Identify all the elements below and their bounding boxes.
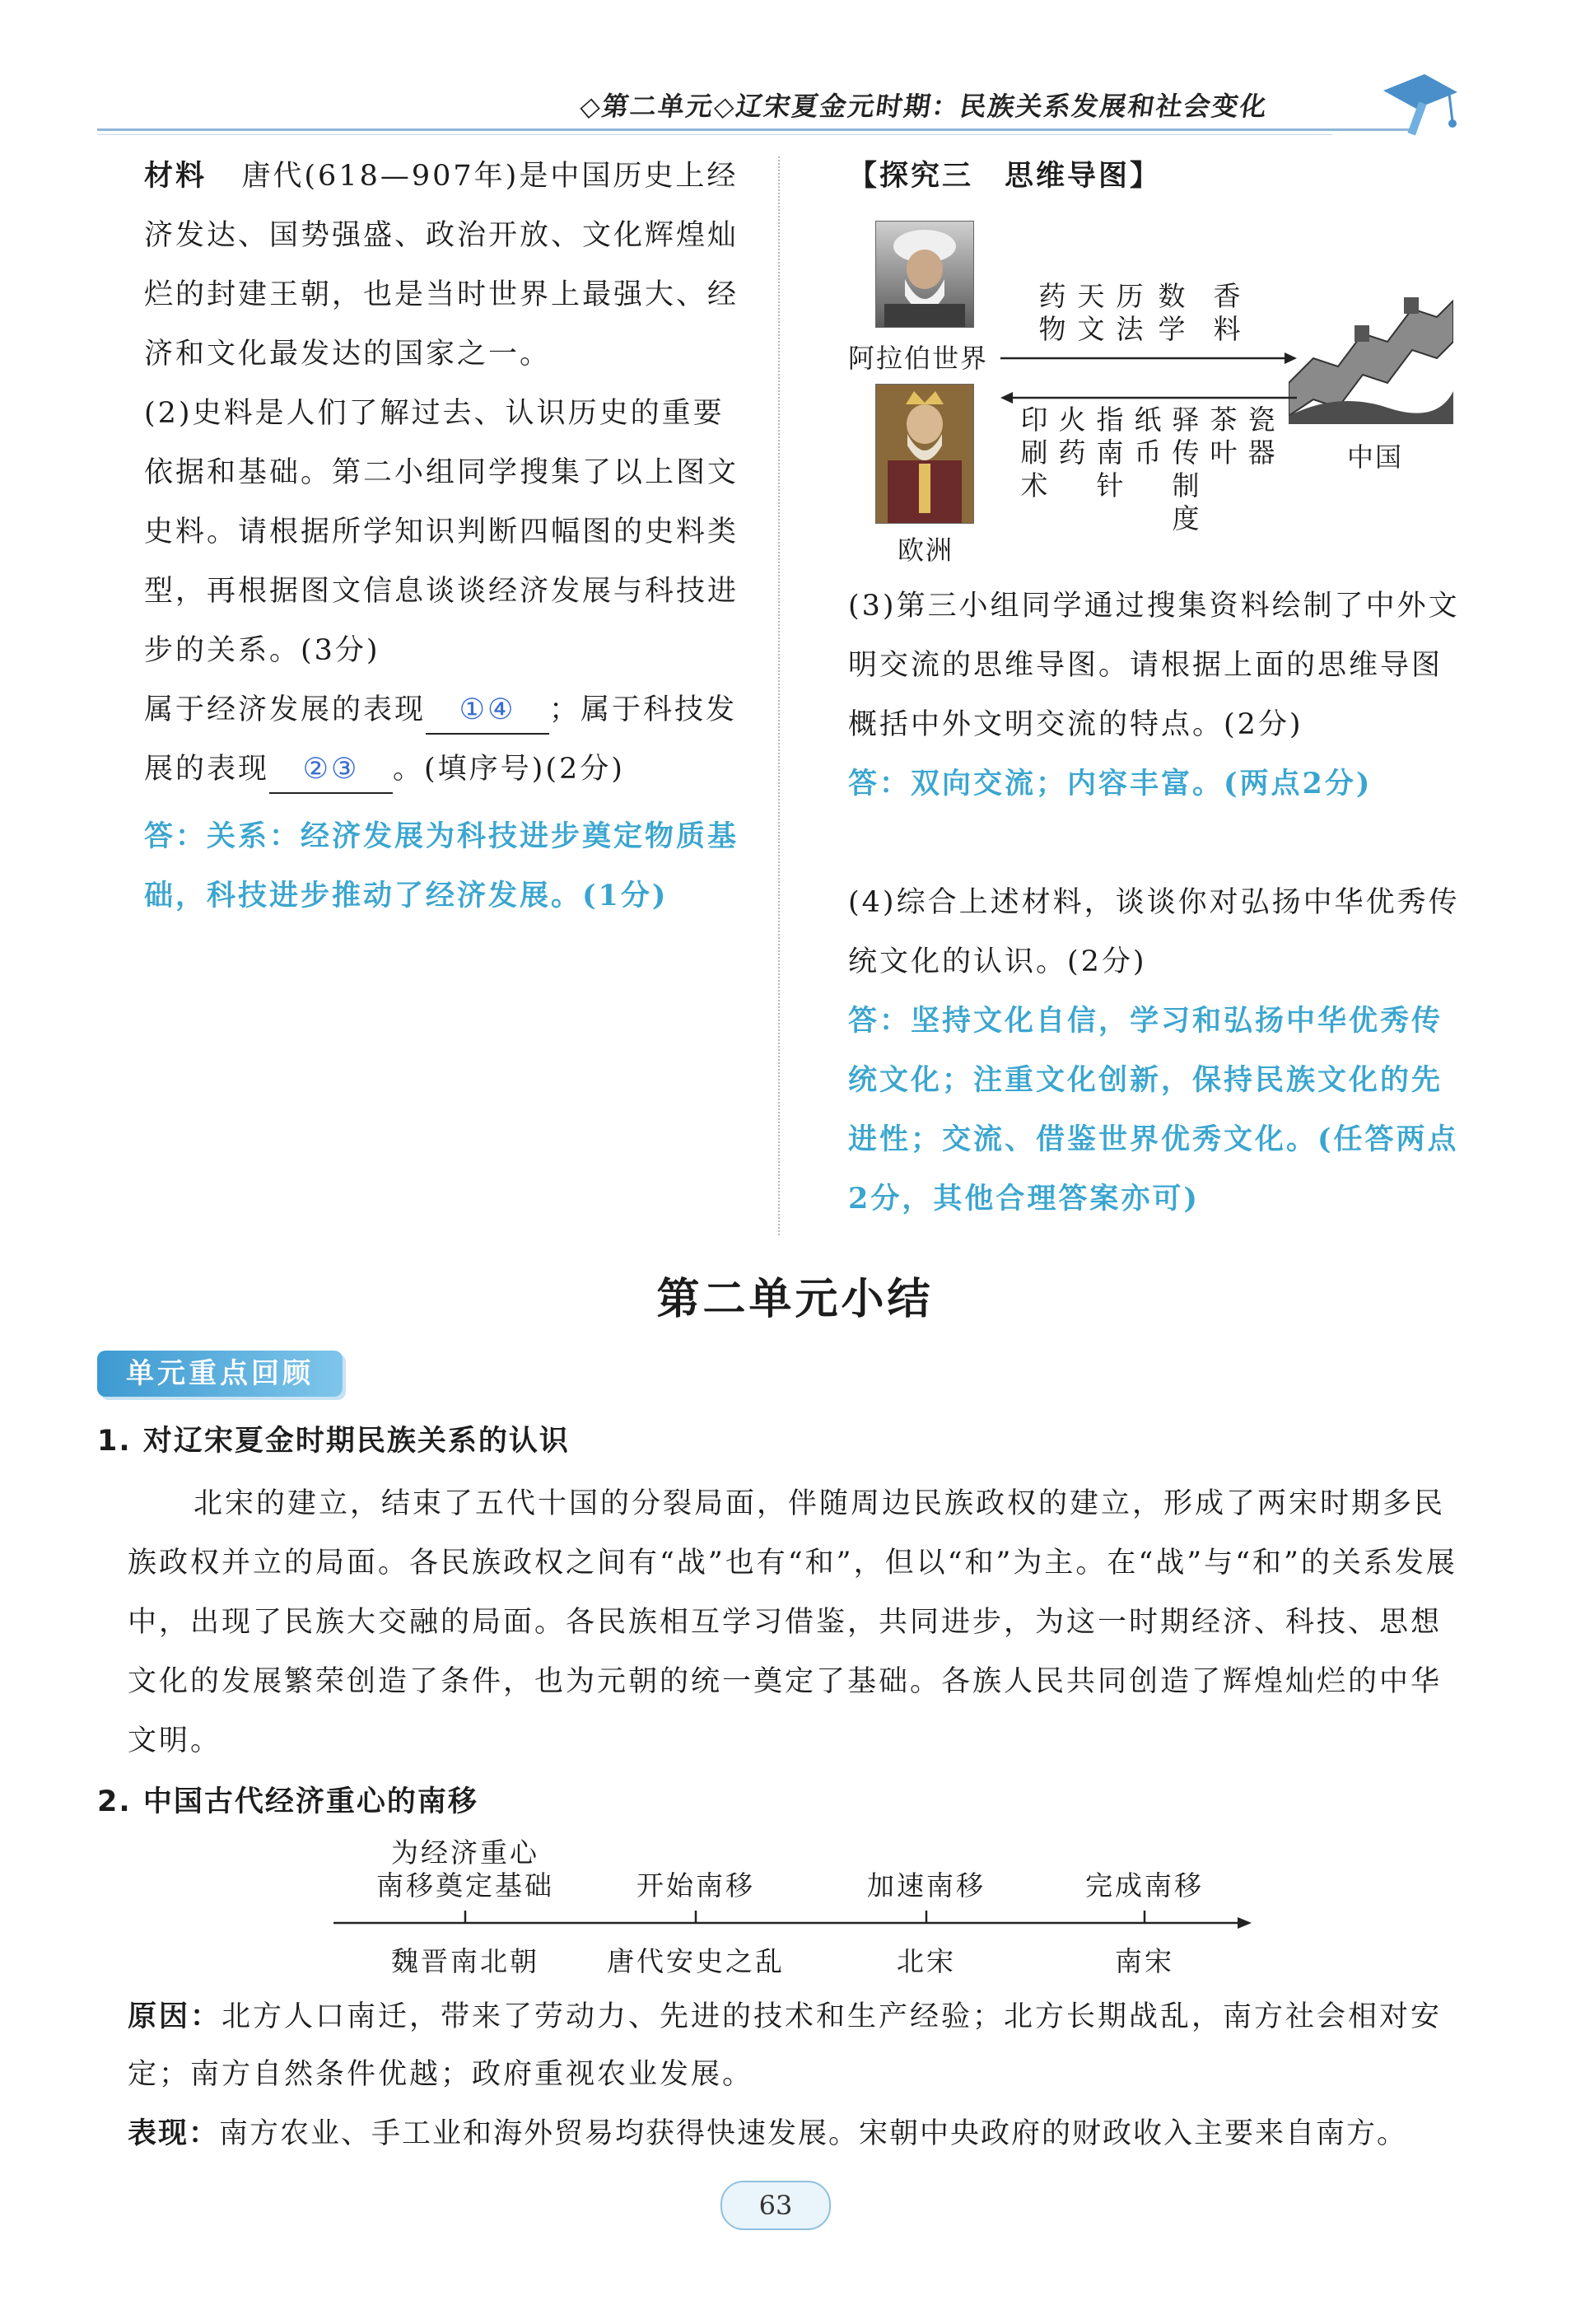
question-3-answer: 答：双向交流；内容丰富。(两点2分)	[848, 767, 1373, 800]
question-4-text: (4)综合上述材料，谈谈你对弘扬中华优秀传统文化的认识。(2分)	[848, 886, 1460, 978]
summary-title: 第二单元小结	[656, 1274, 934, 1324]
question-2-answer: 答：关系：经济发展为科技进步奠定物质基础，科技进步推动了经济发展。(1分)	[144, 819, 739, 912]
unit-review-badge: 单元重点回顾	[97, 1351, 343, 1397]
running-header: ◇第二单元◇辽宋夏金元时期：民族关系发展和社会变化	[578, 91, 1271, 122]
china-label: 中国	[1347, 441, 1404, 473]
export-item-astronomy: 天文	[1077, 280, 1105, 345]
china-item-gunpowder: 火药	[1058, 404, 1086, 469]
material-text: 唐代(618—907年)是中国历史上经济发达、国势强盛、政治开放、文化辉煌灿烂的封建王朝，也是当时世界上最强大、经济和文化最发达的国家之一。	[144, 160, 739, 371]
stage-3-period: 北宋	[897, 1945, 956, 1977]
europe-portrait-image	[875, 384, 974, 524]
pencil-cap-icon	[1367, 58, 1466, 140]
page-number: 63	[720, 2181, 831, 2230]
cause-paragraph	[128, 1988, 1462, 2103]
china-item-tea: 茶叶	[1210, 404, 1238, 469]
european-king-icon	[876, 385, 973, 523]
stage-4-note: 完成南移	[1085, 1869, 1204, 1902]
stage-1-period: 魏晋南北朝	[391, 1945, 539, 1977]
export-item-medicine: 药物	[1038, 280, 1066, 345]
china-item-printing: 印刷术	[1020, 404, 1048, 502]
export-item-spices: 香料	[1213, 280, 1241, 345]
performance-label: 表现：	[128, 2116, 220, 2150]
fill-line2-prefix: 展的表现	[144, 753, 270, 786]
stage-2-period: 唐代安史之乱	[607, 1945, 785, 1977]
europe-label: 欧洲	[898, 534, 954, 566]
section-title-explore-3: 【探究三 思维导图】	[848, 160, 1162, 193]
column-divider	[778, 156, 780, 1235]
header-rule	[97, 128, 1415, 131]
question-3-text: (3)第三小组同学通过搜集资料绘制了中外文明交流的思维导图。请根据上面的思维导图概括中外文明交流的特点。(2分)	[848, 590, 1460, 741]
performance-paragraph	[128, 2105, 1478, 2163]
section-1-text: 北宋的建立，结束了五代十国的分裂局面，伴随周边民族政权的建立，形成了两宋时期多民族政权并立的局面。各民族政权之间有“战”也有“和”，但以“和”为主。在“战”与“和”的关系发展中，出现了民族大交融的局面。各民族相互学习借鉴，共同进步，为这一时期经济、科技、思想文化的发展繁荣创造了条件，也为元朝的统一奠定了基础。各族人民共同创造了辉煌灿烂的中华文明。	[128, 1487, 1457, 1757]
performance-text: 南方农业、手工业和海外贸易均获得快速发展。宋朝中央政府的财政收入主要来自南方。	[219, 2117, 1408, 2150]
export-item-math: 数学	[1158, 280, 1186, 345]
header-rule-thin	[97, 134, 1332, 135]
stage-3-note: 加速南移	[867, 1869, 986, 1902]
question-2-text: (2)史料是人们了解过去、认识历史的重要依据和基础。第二小组同学搜集了以上图文史料。请根据所学知识判断四幅图的史料类型，再根据图文信息谈谈经济发展与科技进步的关系。(3分)	[144, 397, 739, 667]
section-1-heading: 1. 对辽宋夏金时期民族关系的认识	[97, 1425, 570, 1458]
cause-label: 原因：	[128, 2000, 222, 2033]
stage-1-note-line2: 南移奠定基础	[376, 1869, 554, 1902]
arab-world-label: 阿拉伯世界	[848, 343, 989, 374]
cause-text: 北方人口南迁，带来了劳动力、先进的技术和生产经验；北方长期战乱，南方社会相对安定；南方自然条件优越；政府重视农业发展。	[128, 2000, 1443, 2091]
china-item-porcelain: 瓷器	[1247, 404, 1275, 469]
fill-mid: ；属于科技发	[549, 693, 738, 726]
stage-4-period: 南宋	[1115, 1945, 1174, 1977]
arrow-to-china	[1000, 346, 1297, 371]
arab-portrait-image	[875, 221, 974, 328]
answer-blank-technology[interactable]: ②③	[269, 746, 393, 794]
material-label: 材料	[144, 159, 207, 193]
question-2-fill	[144, 680, 753, 799]
great-wall-image	[1289, 292, 1453, 424]
section-2-heading: 2. 中国古代经济重心的南移	[97, 1785, 478, 1818]
stage-1-note-line1: 为经济重心	[391, 1836, 539, 1869]
material-paragraph	[144, 147, 753, 384]
china-item-relay-system: 驿传制度	[1172, 404, 1200, 534]
china-item-compass: 指南针	[1096, 404, 1124, 502]
timeline-axis	[333, 1904, 1252, 1942]
china-item-paper-money: 纸币	[1134, 404, 1162, 469]
answer-blank-economy[interactable]: ①④	[426, 687, 549, 735]
question-4-answer: 答：坚持文化自信，学习和弘扬中华优秀传统文化；注重文化创新，保持民族文化的先进性；交流、借鉴世界优秀文化。(任答两点2分，其他合理答案亦可)	[848, 1004, 1459, 1216]
arab-scholar-icon	[876, 222, 973, 327]
stage-2-note: 开始南移	[636, 1869, 755, 1902]
fill-prefix: 属于经济发展的表现	[144, 693, 427, 726]
export-item-calendar: 历法	[1116, 280, 1144, 345]
fill-suffix: 。(填序号)(2分)	[393, 753, 625, 786]
